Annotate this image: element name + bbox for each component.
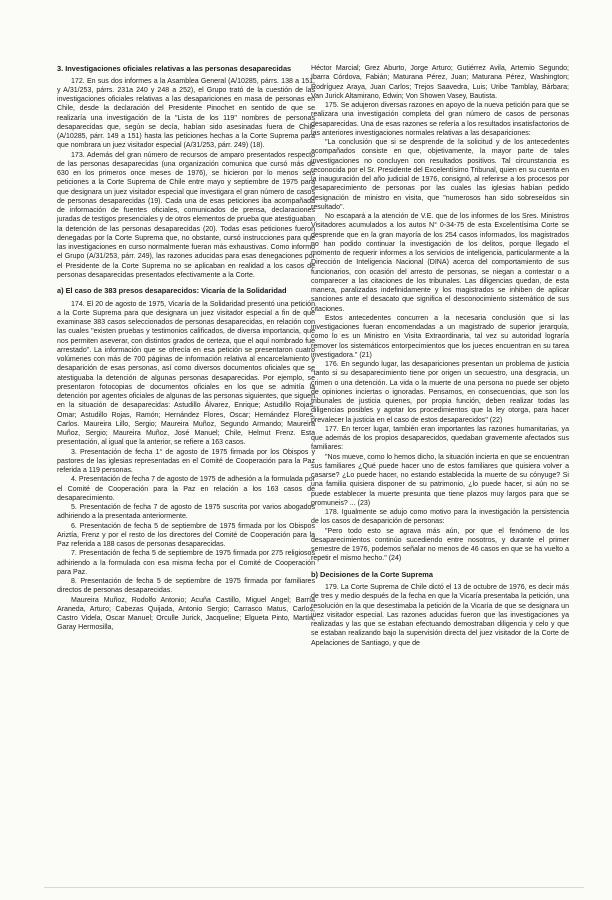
paragraph-172: 172. En sus dos informes a la Asamblea General (A/10285, párrs. 138 a 151, y A/31/253, párrs. 231a 240 y 248 a 252), el Grupo trató de la cuestión de las investigaciones oficiales relativas a las desapariciones en masa de personas en Chile, desde la declaración del Presidente Pinochet en sentido de que se realizaría una investigación de la "Lista de los 119" nombres de personas desaparecidas que, según se decía, habían sido asesinadas fuera de Chile (A/10285, párr. 149 a 151) hasta las peticiones hechas a la Corte Suprema para que nombrara un juez visitador especial (A/31/253, párr. 249) (18). bbox=[57, 77, 315, 150]
right-column bbox=[311, 64, 569, 648]
list-item-6: 6. Presentación de fecha 5 de septiembre de 1975 firmada por los Obispos Ariztía, Frenz y por el resto de los directores del Comité de Cooperación para la Paz referida a 188 casos de personas desaparecidas. bbox=[57, 522, 315, 548]
subsection-heading-b: b) Decisiones de la Corte Suprema bbox=[311, 569, 433, 579]
paragraph-179: 179. La Corte Suprema de Chile dictó el 13 de octubre de 1976, es decir más de tres y medio después de la fecha en que la Vicaría presentaba la petición, una resolución en la que desestimaba la petición de la Vicaría de que se designara un juez visitador especial. Las razones aducidas fueron que las investigaciones ya realizadas y las que se estaban efectuando demostraban diligencia y celo y que se estaban realizando bajo la supervisión directa del juez visitador de la Corte de Apelaciones de Santiago, y que de bbox=[311, 584, 569, 647]
paragraph-177: 177. En tercer lugar, también eran importantes las razones humanitarias, ya que además de los propios desaparecidos, quedaban gravemente afectados sus familiares: bbox=[311, 425, 569, 452]
section-heading: 3. Investigaciones oficiales relativas a las personas desaparecidas bbox=[57, 64, 292, 73]
list-item-5: 5. Presentación de fecha 7 de agosto de 1975 suscrita por varios abogados adhiriendo a la presentada anteriormente. bbox=[57, 504, 315, 521]
quote-antecedentes: Estos antecedentes concurren a la necesaria conclusión que si las investigaciones fueran encomendadas a un magistrado de superior jerarquía, como lo es un Ministro en Visita Extraordinaria, tal vez su autoridad lograría remover los sistemáticos entorpecimientos que los jueces encuentran en su tarea investigadora." (21) bbox=[311, 314, 569, 359]
list-item-4: 4. Presentación de fecha 7 de agosto de 1975 de adhesión a la formulada por el Comité de Cooperación para la Paz en relación a los 163 casos de desaparecimiento. bbox=[57, 476, 315, 502]
subsection-heading-a: a) El caso de 383 presos desaparecidos: Vicaría de la Solidaridad bbox=[57, 286, 287, 295]
list-item-8: 8. Presentación de fecha 5 de septiembre de 1975 firmada por familiares directos de personas desaparecidas. bbox=[57, 578, 315, 595]
quote-conclusion: "La conclusión que si se desprende de la solicitud y de los antecedentes acompañados consiste en que, objetivamente, la mayor parte de tales investigaciones no concluyen con resultados positivos. Tal circunstancia es reconocida por el Sr. Presidente del Excelentísimo Tribunal, quien en su cuenta en la inauguración del año judicial de 1976, consignó, al referirse a los procesos por desaparecimiento de personas por las cuales las iglesias habían pedido designación de ministro en visita, que "numerosos han sido sobreseídos sin resultado". bbox=[311, 139, 569, 211]
quote-persistencia: "Pero todo esto se agrava más aún, por que el fenómeno de los desaparecimientos continúo sucediendo entre nosotros, y durante el primer semestre de 1976, podemos señalar no menos de 46 casos en que se ha vuelto a repetir el mismo hecho." (24) bbox=[311, 527, 569, 563]
list-item-7: 7. Presentación de fecha 5 de septiembre de 1975 firmada por 275 religiosos adhiriendo a la formulada con esa misma fecha por el Comité de Cooperación para Paz. bbox=[57, 550, 315, 576]
paragraph-176: 176. En segundo lugar, las desapariciones presentan un problema de justicia "tanto si su desaparecimiento tiene por origen un secuestro, una desgracia, un crimen o una detención. La vida o la muerte de una persona no puede ser objeto de opiniones inciertas o ignoradas. Pensamos, en consecuencias, que son los tribunales de justicia quienes, por propia función, deben realizar todas las diligencias posibles y agotar los procedimientos que la ley otorga, para hacer prevalecer la justicia en el caso de estos desaparecidos" (22) bbox=[311, 361, 569, 424]
quote-ministros: No escapará a la atención de V.E. que de los informes de los Sres. Ministros Visitadores acumulados a los autos N° 0-34-75 de esta Excelentísima Corte se desprende que en la gran mayoría de los 254 casos informados, los magistrados no han podido continuar la investigación de los delitos, porque llegado el momento de requerir informes a los servicios de inteligencia, particularmente a la Dirección de Inteligencia Nacional (DINA) acerca del comportamiento de sus funcionarios, con ocasión del arresto de personas, se niegan a contestar o a comparecer a las citaciones de los tribunales. Las diligencias quedan, de esta manera, paralizadas indefinidamente y los magistrados se inhiben de aplicar sanciones ante el desacato que significa el desconocimiento sistemático de sus citaciones. bbox=[311, 213, 569, 313]
left-column bbox=[57, 64, 315, 633]
page-edge-line bbox=[44, 887, 584, 888]
paragraph-174: 174. El 20 de agosto de 1975, Vicaría de la Solidaridad presentó una petición a la Corte Suprema para que designara un juez visitador especial a fin de que examinase 383 casos seleccionados de personas desaparecidas, en relación con las cuales "existen pruebas y testimonios calificados, de diversa importancia, que nos permiten aseverar, con distintos grados de certeza, que el aquí nombrado fue arrestado". La información que se ofrecía en esa petición se presentaron cuatro volúmenes con más de 700 páginas de información relativa al encarcelamiento y desaparición de esas personas, así como diversos documentos oficiales que se atestiguaba la detención de algunas personas desaparecidas. Por ejemplo, se presentaron fotocopias de documentos oficiales en los que se admitía la detención por agentes oficiales de algunas de las personas siguientes, que siguen en la situación de desaparecidas: Astudillo Álvarez, Enrique; Astudillo Rojas, Omar; Astudillo Rojas, Ramón; Hernández Flores, Oscar; Hernández Flores, Carlos. Maureira Lillo, Sergio; Maureira Muñoz, Segundo Armando; Maureira Muñoz, Sergio; Maureira Muñoz, José Manuel; Chile, Helmut Frenz. Esta presentación, al igual que la anterior, se refiere a 163 casos. bbox=[57, 300, 315, 447]
names-list: Maureira Muñoz, Rodolfo Antonio; Acuña Castillo, Miguel Angel; Barría Araneda, Arturo; Cabezas Quijada, Antonio Sergio; Carrasco Matus, Carlos; Castro Videla, Oscar Manuel; Orculle Jurick, Jacqueline; Elgueta Pinto, Martín; Garay Hermosilla, bbox=[57, 596, 315, 632]
names-list-continued: Héctor Marcial; Grez Aburto, Jorge Arturo; Gutiérrez Avila, Artemio Segundo; Ibarra Córdova, Fabián; Maturana Pérez, Juan; Maturana Pérez, Washington; Rodríguez Araya, Juan Carlos; Trejos Saavedra, Luis; Uribe Tamblay, Bárbara; Van Jurick Altamirano, Edwin; Von Showen Vasey, Bautista. bbox=[311, 65, 569, 100]
quote-familiares: "Nos mueve, como lo hemos dicho, la situación incierta en que se encuentran sus familiares ¿Qué puede hacer uno de estos familiares que quisiera volver a casarse? ¿Lo puede hacer, no estando establecida la muerte de su cónyuge? Si una familia quisiera disponer de su patrimonio, ¿lo puede hacer, si aún no se puede establecer la muerte presunta que tiene plazos muy largos para que se promuneis? ... (23) bbox=[311, 453, 569, 507]
paragraph-173: 173. Además del gran número de recursos de amparo presentados respecto de las personas desaparecidas (una organización comunica que cursó más de 630 en los primeros once meses de 1976), se hicieron por lo menos seis peticiones a la Corte Suprema de Chile entre mayo y septiembre de 1975 para que designara un juez visitador especial que investigara el gran número de casos de personas desaparecidas (19). Cada una de esas peticiones iba acompañada de información de fuentes oficiales, comunicados de prensa, declaraciones juradas de testigos presenciales y de otros elementos de prueba que atestiguaban la detención de las personas desaparecidas (20). Todas esas peticiones fueron denegadas por la Corte Suprema que, no obstante, cursó instrucciones para que las investigaciones en curso normalmente fueran más exhaustivas. Como informó el Grupo (A/31/253, párr. 249), las razones aducidas para esas denegaciones por el Presidente de la Corte Suprema no se aplicaban en realidad a los casos de personas desaparecidas presentados efectivamente a la Corte. bbox=[57, 151, 315, 279]
list-item-3: 3. Presentación de fecha 1° de agosto de 1975 firmada por los Obispos y pastores de las iglesias representadas en el Comité de Cooperación para la Paz referida a 119 personas. bbox=[57, 448, 315, 474]
paragraph-175: 175. Se adujeron diversas razones en apoyo de la nueva petición para que se realizara una investigación completa del gran número de casos de personas desaparecidas. Una de esas razones se refería a los resultados insatisfactorios de las anteriores investigaciones normales relativas a las desapariciones: bbox=[311, 102, 569, 137]
paragraph-178: 178. Igualmente se adujo como motivo para la investigación la persistencia de los casos de desaparición de personas: bbox=[311, 509, 569, 526]
